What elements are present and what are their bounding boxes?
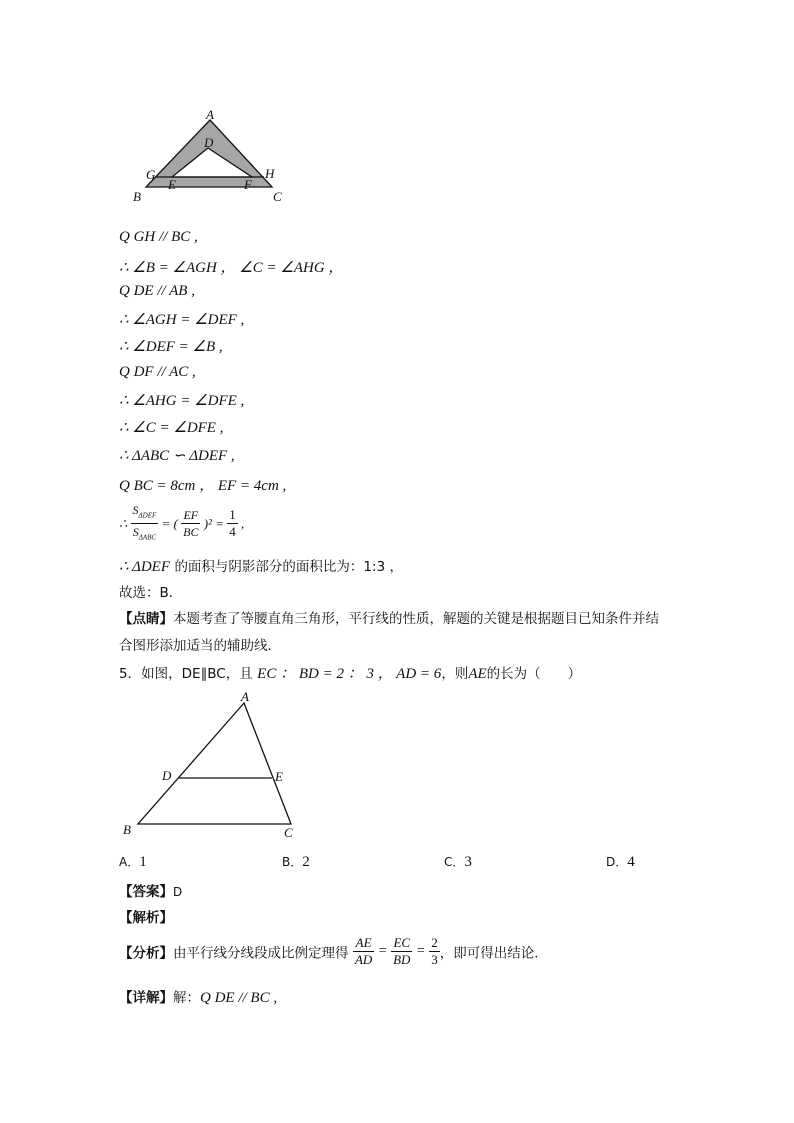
option-d: D．4 bbox=[606, 854, 635, 870]
comment-label: 【点睛】 bbox=[119, 611, 173, 627]
proof-line: Q GH // BC , bbox=[119, 229, 198, 245]
square-equals: )² = bbox=[203, 515, 224, 531]
ratio-formula bbox=[119, 502, 244, 546]
fraction-ae-ad: $\frac{AE}{AD}$ bbox=[354, 935, 373, 967]
fraction-two-thirds: $\frac{2}{3}$ bbox=[431, 935, 438, 967]
fraction-side-ratio: $\frac{EF}{BC}$ bbox=[183, 508, 199, 540]
comma: , bbox=[240, 515, 245, 531]
answer-line: 【答案】D bbox=[119, 884, 183, 900]
label-e: E bbox=[275, 769, 283, 784]
area-ratio-line: ∴ ΔDEF 的面积与阴影部分的面积比为：1:3 ， bbox=[119, 559, 403, 575]
question-5: 5．如图，DE∥BC，且 EC ： BD = 2 ： 3 ， AD = 6，则AE的长为（ ） bbox=[119, 666, 582, 682]
fraction-quarter: $\frac{1}{4}$ bbox=[229, 507, 236, 540]
label-d: D bbox=[162, 768, 172, 783]
option-b: B．2 bbox=[282, 854, 310, 870]
comment-line-2: 合图形添加适当的辅助线． bbox=[119, 638, 281, 654]
detail-line: 【详解】解：Q DE // BC , bbox=[119, 990, 278, 1006]
option-a: A．1 bbox=[119, 854, 147, 870]
option-c: C．3 bbox=[444, 854, 472, 870]
proof-line: ∴ ∠AGH = ∠DEF , bbox=[119, 312, 245, 328]
proof-line: Q DF // AC , bbox=[119, 364, 196, 380]
analysis-line: 【分析】由平行线分线段成比例定理得 $\frac{AE}{AD}$ = $\frac{EC}{BD}$ = $\frac{2}{3}$ ，即可得出结论． bbox=[119, 935, 548, 967]
comment-line-1: 【点睛】本题考查了等腰直角三角形，平行线的性质，解题的关键是根据题目已知条件并结 bbox=[119, 611, 659, 627]
proof-line: ∴ ∠B = ∠AGH ， ∠C = ∠AHG ， bbox=[119, 260, 344, 276]
figure-2-triangle bbox=[115, 688, 315, 843]
label-b: B bbox=[133, 189, 141, 204]
proof-line: ∴ ∠AHG = ∠DFE , bbox=[119, 393, 245, 409]
label-f: F bbox=[244, 177, 252, 192]
figure-1-triangle bbox=[125, 105, 295, 210]
label-a: A bbox=[206, 107, 214, 122]
fraction-ec-bd: $\frac{EC}{BD}$ bbox=[393, 935, 411, 967]
label-h: H bbox=[265, 166, 275, 181]
label-d: D bbox=[204, 135, 214, 150]
equals-paren: = ( bbox=[161, 515, 178, 531]
therefore-symbol: ∴ bbox=[119, 515, 128, 531]
triangle-abc bbox=[138, 703, 291, 824]
label-e: E bbox=[168, 177, 176, 192]
proof-line: ∴ ∠C = ∠DFE , bbox=[119, 420, 224, 436]
analysis-label: 【解析】 bbox=[119, 910, 173, 926]
proof-line: ∴ ΔABC ∽ ΔDEF , bbox=[119, 448, 235, 464]
fraction-area-ratio: $\frac{S_{\Delta DEF}}{S_{\Delta ABC}}$ bbox=[132, 503, 157, 542]
proof-line: Q DE // AB , bbox=[119, 283, 195, 299]
label-c: C bbox=[284, 825, 293, 840]
label-c: C bbox=[273, 189, 282, 204]
choose-line: 故选：B． bbox=[119, 585, 183, 601]
label-a: A bbox=[241, 689, 249, 704]
proof-line: Q BC = 8cm ， EF = 4cm , bbox=[119, 478, 287, 494]
label-b: B bbox=[123, 822, 131, 837]
label-g: G bbox=[146, 167, 156, 182]
proof-line: ∴ ∠DEF = ∠B , bbox=[119, 339, 223, 355]
